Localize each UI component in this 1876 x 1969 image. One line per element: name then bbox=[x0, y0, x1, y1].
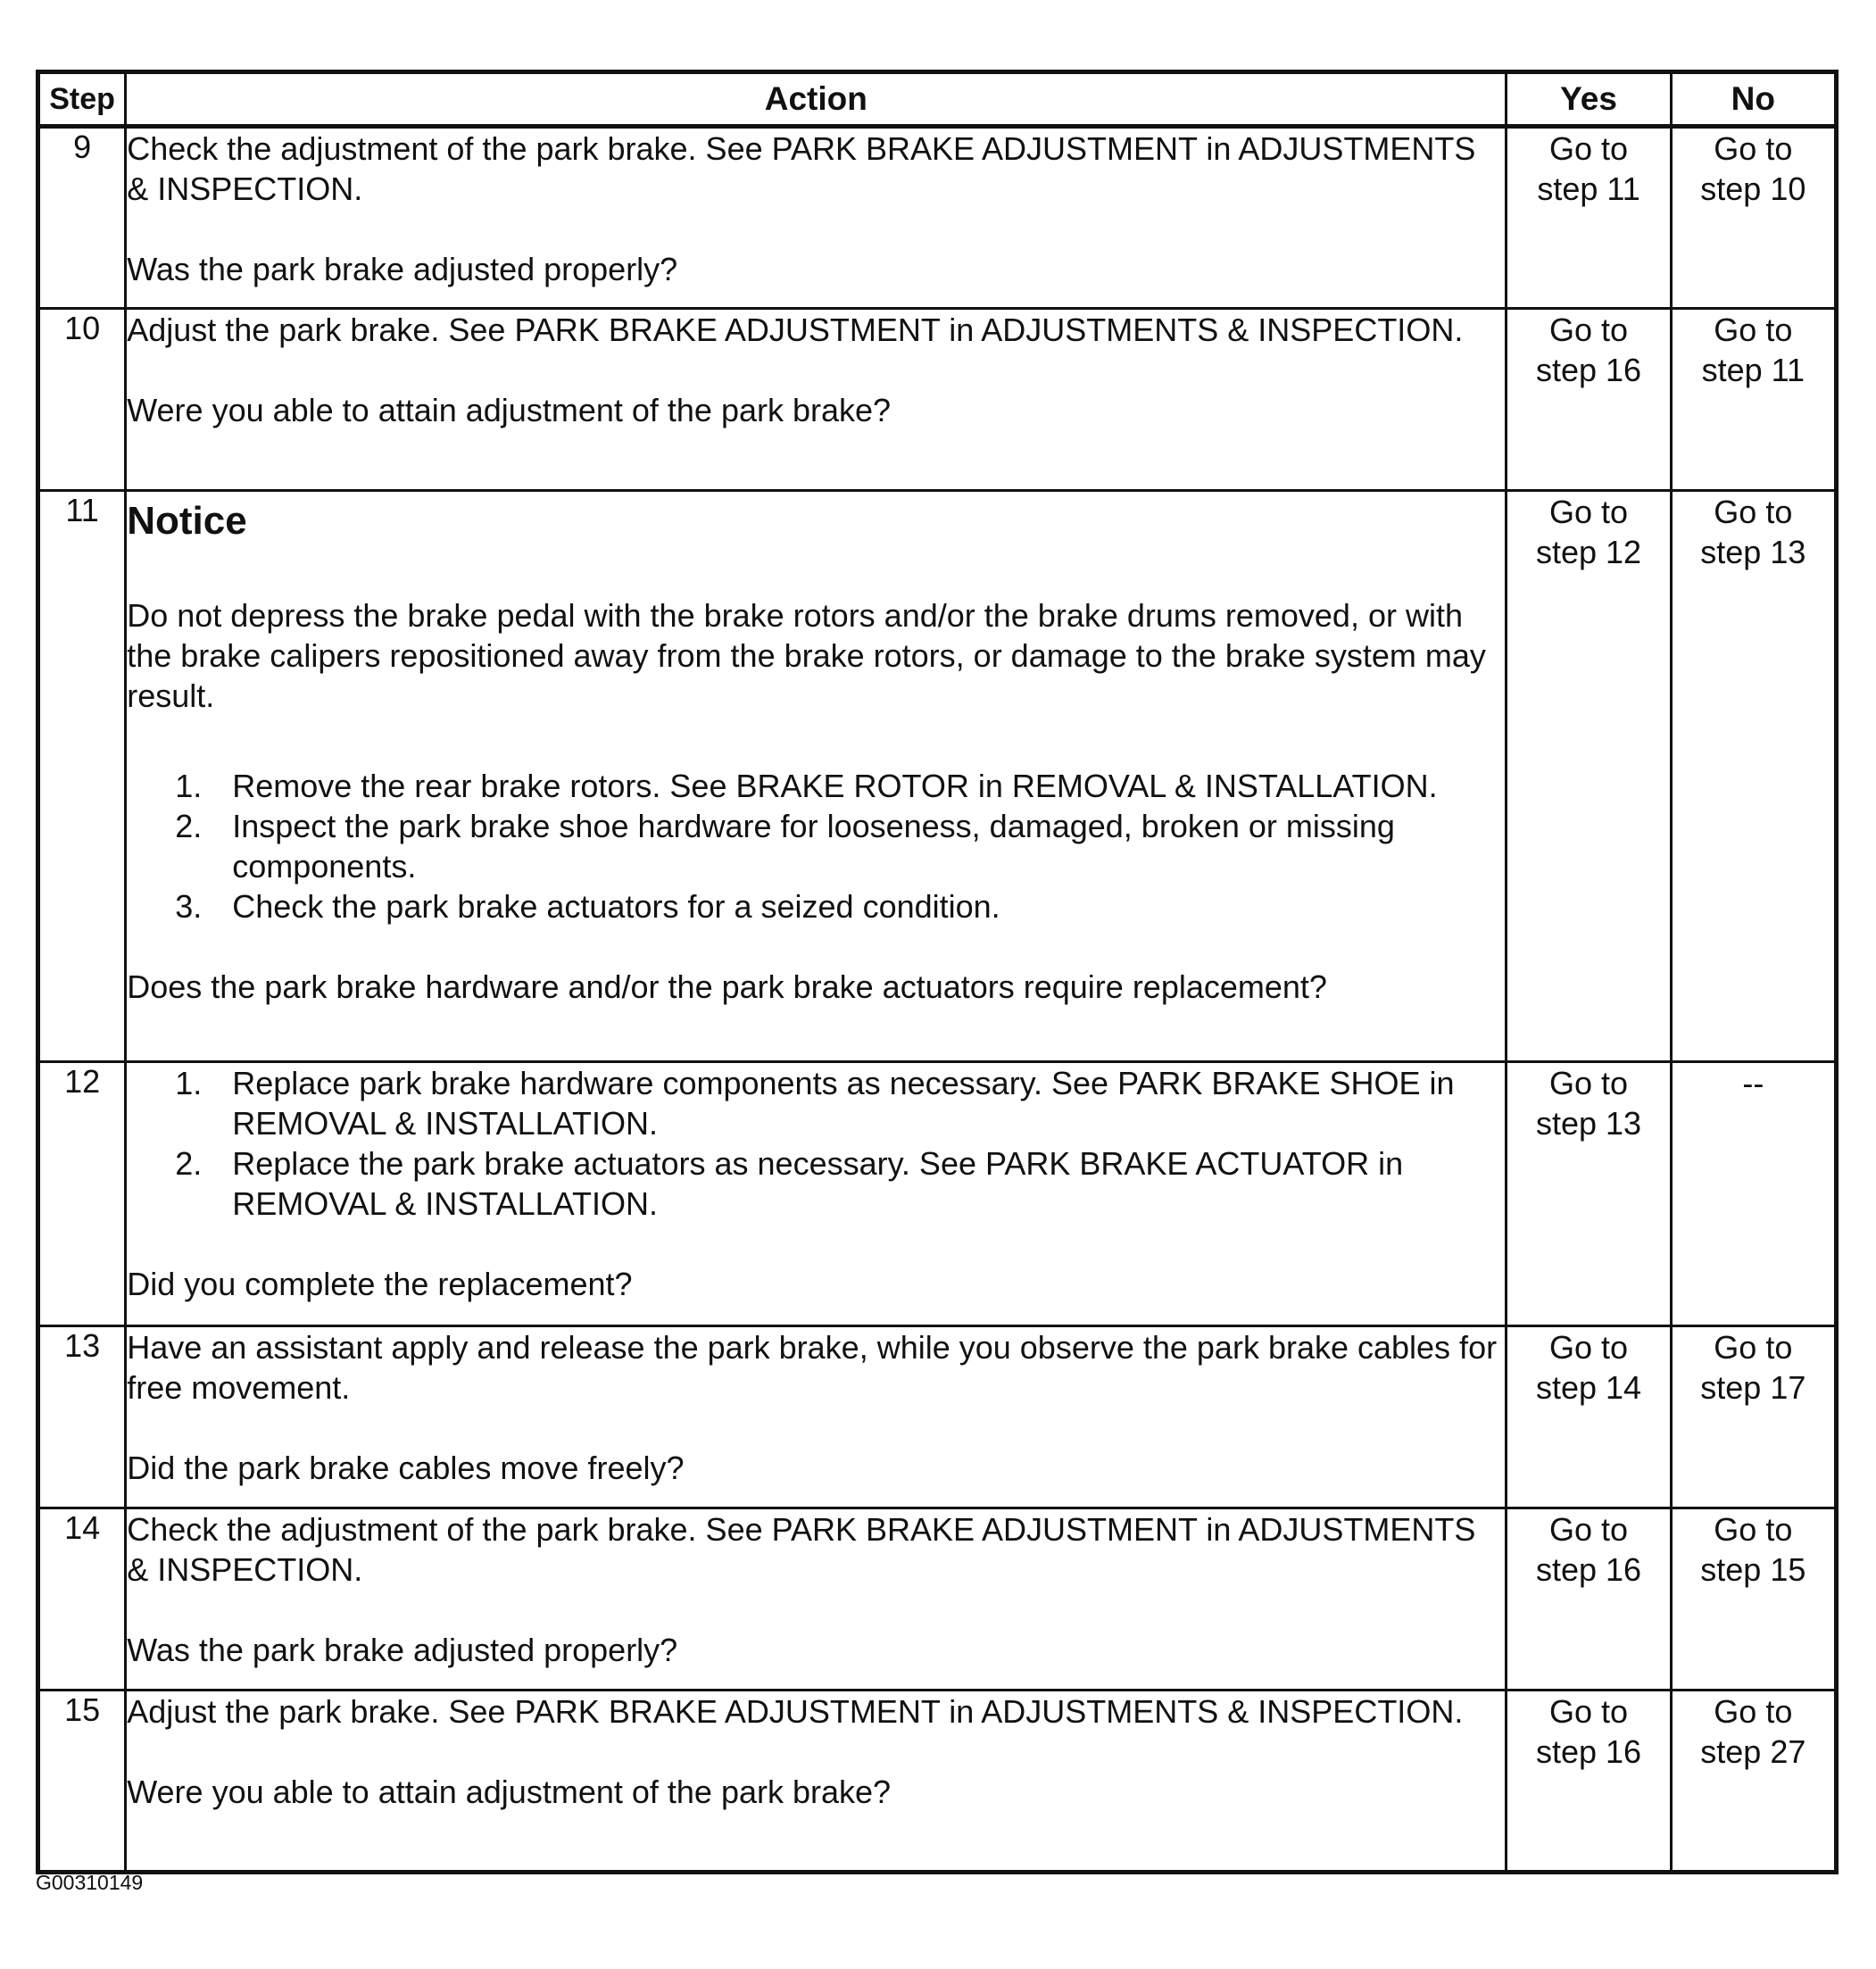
table-row-step-13 bbox=[38, 1326, 1837, 1508]
list-item-number: 2. bbox=[175, 1145, 203, 1182]
notice-text: Do not depress the brake pedal with the brake rotors and/or the brake drums removed, or with the brake calipers repositioned away from the brake rotors, or damage to the brake system may result. bbox=[127, 597, 1486, 714]
action-text: Check the adjustment of the park brake. See PARK BRAKE ADJUSTMENT in ADJUSTMENTS & INSPECTION. bbox=[127, 1511, 1476, 1588]
no-step-ref: step 27 bbox=[1700, 1733, 1806, 1770]
header-no: No bbox=[1671, 72, 1836, 127]
action-cell bbox=[126, 1508, 1507, 1691]
no-cell bbox=[1671, 491, 1836, 1062]
step-number: 14 bbox=[38, 1508, 126, 1691]
yes-goto-label: Go to bbox=[1549, 130, 1629, 167]
no-goto-label: Go to bbox=[1714, 1693, 1793, 1730]
no-cell bbox=[1671, 1326, 1836, 1508]
no-cell bbox=[1671, 309, 1836, 491]
no-cell bbox=[1671, 1508, 1836, 1691]
header-action: Action bbox=[126, 72, 1507, 127]
action-cell bbox=[126, 1326, 1507, 1508]
question-text: Was the park brake adjusted properly? bbox=[127, 1632, 678, 1668]
step-number: 9 bbox=[38, 127, 126, 309]
no-goto-label: Go to bbox=[1714, 312, 1793, 348]
question-text: Did you complete the replacement? bbox=[127, 1266, 633, 1302]
yes-cell bbox=[1507, 491, 1671, 1062]
yes-cell bbox=[1507, 1691, 1671, 1873]
yes-goto-label: Go to bbox=[1549, 1065, 1629, 1101]
list-item bbox=[127, 1143, 1505, 1224]
yes-step-ref: step 16 bbox=[1535, 352, 1642, 388]
figure-id-label: G00310149 bbox=[36, 1871, 144, 1894]
step-number: 11 bbox=[38, 491, 126, 1062]
action-cell bbox=[126, 491, 1507, 1062]
diagnostic-table bbox=[36, 70, 1839, 1874]
yes-step-ref: step 12 bbox=[1535, 534, 1642, 570]
procedure-list bbox=[127, 1063, 1505, 1224]
action-cell bbox=[126, 127, 1507, 309]
header-yes: Yes bbox=[1507, 72, 1671, 127]
yes-cell bbox=[1507, 309, 1671, 491]
action-cell bbox=[126, 1062, 1507, 1326]
no-goto-label: Go to bbox=[1714, 1511, 1793, 1548]
yes-step-ref: step 13 bbox=[1535, 1105, 1642, 1142]
no-goto-label: Go to bbox=[1714, 494, 1793, 530]
list-item bbox=[127, 766, 1505, 806]
step-number: 13 bbox=[38, 1326, 126, 1508]
yes-goto-label: Go to bbox=[1549, 312, 1629, 348]
yes-cell bbox=[1507, 1062, 1671, 1326]
list-item-number: 1. bbox=[175, 1065, 203, 1101]
yes-cell bbox=[1507, 127, 1671, 309]
list-item-number: 1. bbox=[175, 768, 203, 804]
question-text: Were you able to attain adjustment of the park brake? bbox=[127, 1774, 892, 1810]
list-item bbox=[127, 1063, 1505, 1143]
action-text: Adjust the park brake. See PARK BRAKE ADJUSTMENT in ADJUSTMENTS & INSPECTION. bbox=[127, 1693, 1464, 1730]
question-text: Were you able to attain adjustment of the park brake? bbox=[127, 392, 892, 428]
yes-step-ref: step 16 bbox=[1535, 1551, 1642, 1588]
table-row-step-12 bbox=[38, 1062, 1837, 1326]
table-row-step-14 bbox=[38, 1508, 1837, 1691]
table-row-step-9 bbox=[38, 127, 1837, 309]
procedure-list bbox=[127, 766, 1505, 926]
yes-step-ref: step 16 bbox=[1535, 1733, 1642, 1770]
header-step: Step bbox=[38, 72, 126, 127]
yes-goto-label: Go to bbox=[1549, 1511, 1629, 1548]
notice-heading: Notice bbox=[127, 499, 247, 543]
list-item-text: Remove the rear brake rotors. See BRAKE ROTOR in REMOVAL & INSTALLATION. bbox=[232, 768, 1438, 804]
yes-goto-label: Go to bbox=[1549, 1329, 1629, 1366]
list-item-text: Check the park brake actuators for a seized condition. bbox=[232, 888, 1000, 925]
question-text: Did the park brake cables move freely? bbox=[127, 1450, 685, 1486]
table-row-step-10 bbox=[38, 309, 1837, 491]
yes-goto-label: Go to bbox=[1549, 494, 1629, 530]
table-row-step-15 bbox=[38, 1691, 1837, 1873]
table-row-step-11 bbox=[38, 491, 1837, 1062]
question-text: Was the park brake adjusted properly? bbox=[127, 251, 678, 287]
no-cell bbox=[1671, 1062, 1836, 1326]
yes-cell bbox=[1507, 1326, 1671, 1508]
step-number: 12 bbox=[38, 1062, 126, 1326]
no-cell bbox=[1671, 1691, 1836, 1873]
yes-step-ref: step 11 bbox=[1537, 170, 1640, 207]
list-item bbox=[127, 806, 1505, 886]
list-item-text: Replace park brake hardware components as necessary. See PARK BRAKE SHOE in REMOVAL & INSTALLATION. bbox=[232, 1065, 1455, 1142]
list-item bbox=[127, 886, 1505, 926]
no-dash: -- bbox=[1742, 1065, 1764, 1101]
list-item-number: 2. bbox=[175, 808, 203, 844]
no-step-ref: step 13 bbox=[1700, 534, 1806, 570]
yes-step-ref: step 14 bbox=[1535, 1369, 1642, 1406]
no-step-ref: step 10 bbox=[1700, 170, 1806, 207]
list-item-text: Inspect the park brake shoe hardware for looseness, damaged, broken or missing components. bbox=[232, 808, 1395, 885]
yes-cell bbox=[1507, 1508, 1671, 1691]
header-row bbox=[38, 72, 1837, 127]
no-goto-label: Go to bbox=[1714, 130, 1793, 167]
action-text: Check the adjustment of the park brake. See PARK BRAKE ADJUSTMENT in ADJUSTMENTS & INSPECTION. bbox=[127, 130, 1476, 207]
action-text: Adjust the park brake. See PARK BRAKE ADJUSTMENT in ADJUSTMENTS & INSPECTION. bbox=[127, 312, 1464, 348]
no-step-ref: step 17 bbox=[1700, 1369, 1806, 1406]
yes-goto-label: Go to bbox=[1549, 1693, 1629, 1730]
action-cell bbox=[126, 309, 1507, 491]
no-step-ref: step 11 bbox=[1701, 352, 1805, 388]
no-step-ref: step 15 bbox=[1700, 1551, 1806, 1588]
step-number: 10 bbox=[38, 309, 126, 491]
no-goto-label: Go to bbox=[1714, 1329, 1793, 1366]
list-item-text: Replace the park brake actuators as necessary. See PARK BRAKE ACTUATOR in REMOVAL & INSTALLATION. bbox=[232, 1145, 1404, 1222]
step-number: 15 bbox=[38, 1691, 126, 1873]
no-cell bbox=[1671, 127, 1836, 309]
action-text: Have an assistant apply and release the park brake, while you observe the park brake cables for free movement. bbox=[127, 1329, 1498, 1406]
question-text: Does the park brake hardware and/or the park brake actuators require replacement? bbox=[127, 968, 1327, 1005]
list-item-number: 3. bbox=[175, 888, 203, 925]
action-cell bbox=[126, 1691, 1507, 1873]
